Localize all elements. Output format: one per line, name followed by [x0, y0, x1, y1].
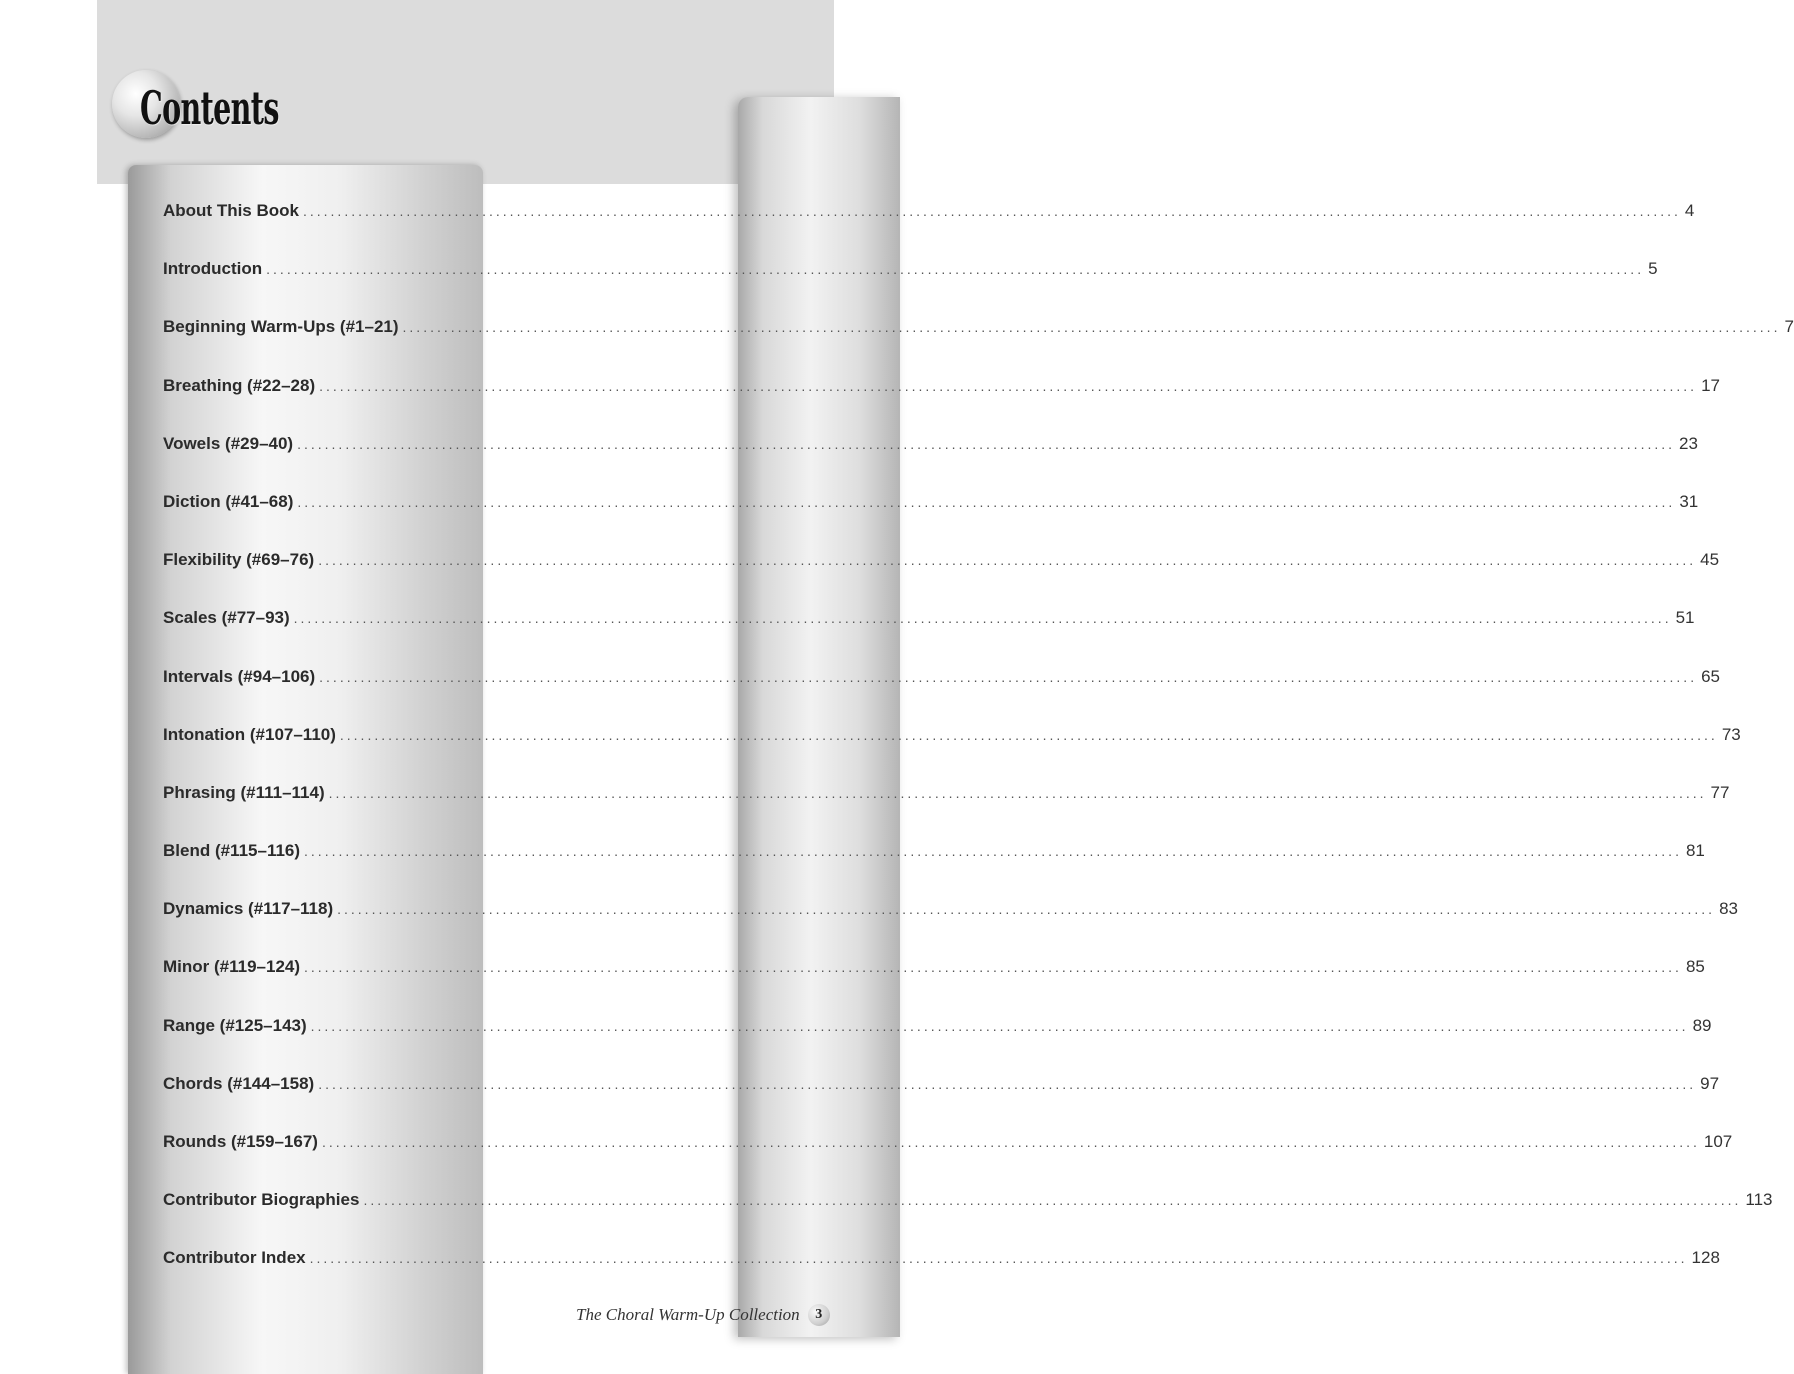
dot-leader: ........................................................................................................................................................................................................ [309, 1250, 1688, 1267]
toc-entry[interactable] [163, 782, 1730, 841]
dot-leader: ........................................................................................................................................................................................................ [310, 1017, 1689, 1034]
toc-entry-page: 77 [1710, 782, 1730, 802]
page-footer [576, 1304, 830, 1326]
dot-leader: ........................................................................................................................................................................................................ [328, 784, 1707, 801]
dot-leader: ........................................................................................................................................................................................................ [319, 377, 1698, 394]
toc-entry[interactable] [163, 491, 1699, 550]
toc-entry-page: 73 [1721, 724, 1741, 744]
toc-entry[interactable] [163, 1073, 1720, 1132]
toc-entry-page: 45 [1700, 550, 1720, 570]
toc-entry-label: Flexibility (#69–76) [163, 550, 315, 570]
toc-entry-label: Beginning Warm-Ups (#1–21) [163, 317, 399, 337]
toc-entry-page: 107 [1703, 1132, 1733, 1151]
toc-entry-page: 65 [1701, 666, 1721, 686]
toc-entry-label: Range (#125–143) [163, 1015, 307, 1035]
dot-leader: ........................................................................................................................................................................................................ [402, 319, 1781, 336]
dot-leader: ........................................................................................................................................................................................................ [337, 901, 1716, 918]
dot-leader: ........................................................................................................................................................................................................ [318, 552, 1697, 569]
dot-leader: ........................................................................................................................................................................................................ [318, 1075, 1697, 1092]
toc-entry[interactable] [163, 550, 1720, 608]
dot-leader: ........................................................................................................................................................................................................ [297, 435, 1676, 452]
toc-entry-page: 7 [1784, 317, 1794, 337]
toc-entry[interactable] [163, 841, 1705, 899]
toc-entry-page: 5 [1648, 259, 1658, 279]
toc-entry[interactable] [163, 899, 1738, 957]
toc-entry[interactable] [163, 317, 1794, 375]
toc-entry-page: 85 [1685, 957, 1705, 977]
page-number-badge: 3 [808, 1304, 830, 1326]
toc-entry[interactable] [163, 201, 1695, 259]
toc-entry-page: 128 [1691, 1248, 1720, 1268]
dot-leader: ........................................................................................................................................................................................................ [302, 203, 1681, 219]
toc-entry-page: 51 [1675, 608, 1695, 628]
toc-entry-label: Chords (#144–158) [163, 1073, 315, 1093]
dot-leader: ........................................................................................................................................................................................................ [319, 668, 1698, 685]
dot-leader: ........................................................................................................................................................................................................ [297, 493, 1676, 510]
toc-entry-label: About This Book [163, 201, 299, 220]
toc-entry[interactable] [163, 259, 1658, 317]
dot-leader: ........................................................................................................................................................................................................ [321, 1134, 1700, 1150]
dot-leader: ........................................................................................................................................................................................................ [293, 610, 1672, 627]
toc-entry[interactable] [163, 1132, 1733, 1190]
toc-entry[interactable] [163, 433, 1698, 492]
toc-entry-label: Breathing (#22–28) [163, 375, 316, 395]
toc-entry[interactable] [163, 724, 1741, 783]
toc-entry-page: 83 [1719, 899, 1738, 919]
dot-leader: ........................................................................................................................................................................................................ [363, 1192, 1742, 1209]
toc-entry[interactable] [163, 1015, 1712, 1074]
toc-entry-label: Scales (#77–93) [163, 608, 290, 628]
toc-entry-label: Minor (#119–124) [163, 957, 301, 977]
toc-entry-label: Diction (#41–68) [163, 491, 294, 511]
toc-entry-page: 113 [1745, 1190, 1773, 1210]
toc-entry-label: Contributor Index [163, 1248, 306, 1268]
toc-entry-label: Dynamics (#117–118) [163, 899, 334, 919]
toc-entry[interactable] [163, 957, 1705, 1015]
toc-entry[interactable] [163, 1190, 1773, 1248]
dot-leader: ........................................................................................................................................................................................................ [304, 843, 1682, 860]
toc-entry-label: Contributor Biographies [163, 1190, 360, 1210]
toc-entry-page: 31 [1679, 491, 1699, 511]
toc-entry-page: 23 [1679, 433, 1698, 453]
toc-entry-page: 17 [1701, 375, 1720, 395]
toc-entry-label: Phrasing (#111–114) [163, 782, 325, 802]
dot-leader: ........................................................................................................................................................................................................ [339, 726, 1718, 743]
toc-entry-label: Blend (#115–116) [163, 841, 301, 861]
toc-entry-label: Rounds (#159–167) [163, 1132, 318, 1151]
footer-book-title: The Choral Warm-Up Collection [576, 1305, 800, 1324]
toc-entry-label: Intonation (#107–110) [163, 724, 336, 744]
toc-entry-label: Vowels (#29–40) [163, 433, 294, 453]
table-of-contents [163, 201, 1794, 1307]
toc-entry[interactable] [163, 666, 1721, 725]
toc-entry-label: Intervals (#94–106) [163, 666, 316, 686]
toc-entry-page: 97 [1700, 1073, 1720, 1093]
toc-entry-page: 4 [1684, 201, 1695, 220]
dot-leader: ........................................................................................................................................................................................................ [304, 959, 1682, 976]
toc-entry[interactable] [163, 375, 1720, 434]
dot-leader: ........................................................................................................................................................................................................ [266, 261, 1645, 278]
toc-entry-page: 89 [1692, 1015, 1712, 1035]
toc-entry-page: 81 [1685, 841, 1705, 861]
toc-entry[interactable] [163, 608, 1695, 666]
toc-entry[interactable] [163, 1248, 1720, 1306]
toc-entry-label: Introduction [163, 259, 263, 279]
page-title: Contents [140, 81, 279, 135]
